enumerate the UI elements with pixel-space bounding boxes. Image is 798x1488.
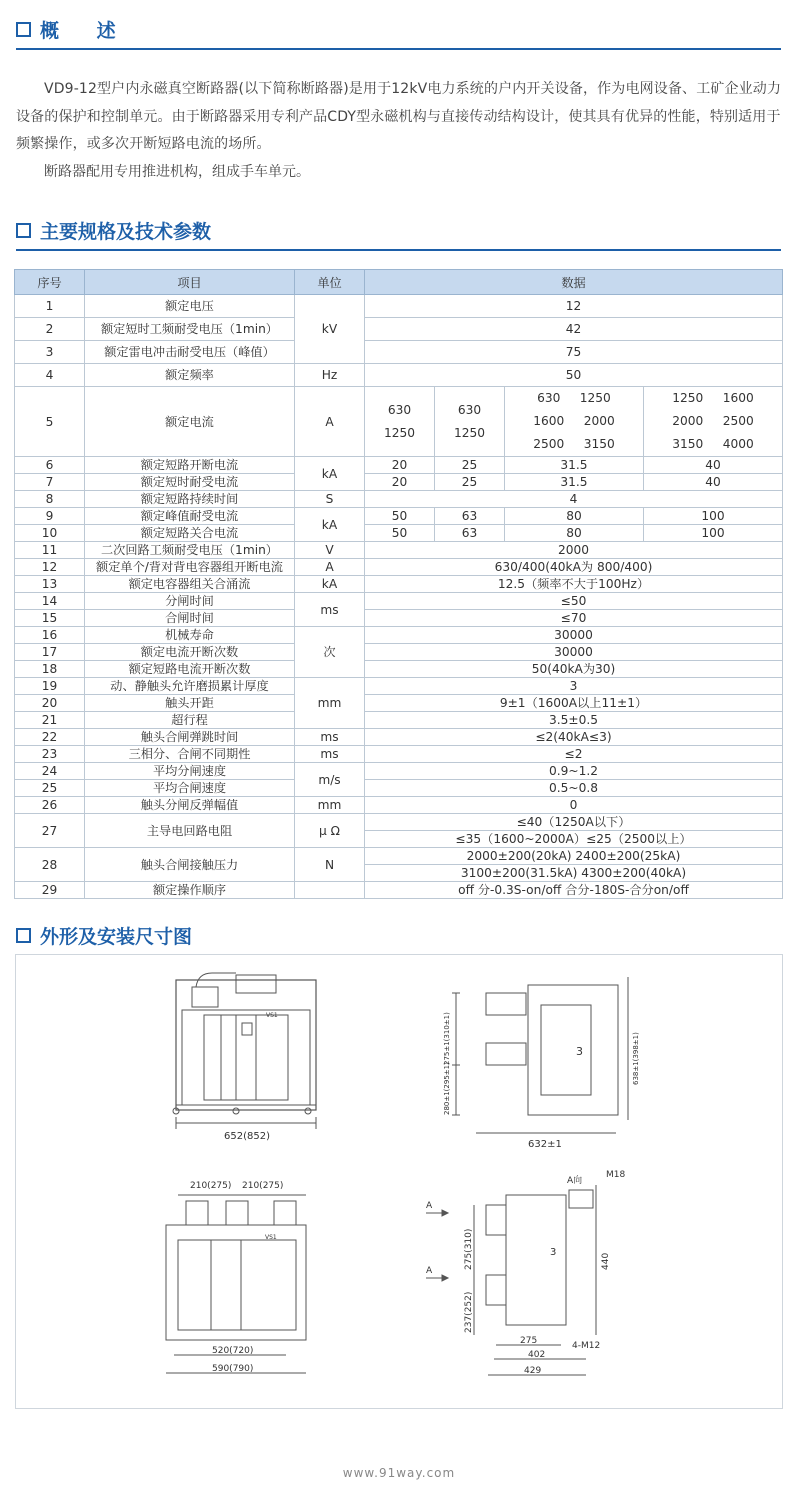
spec-table: [14, 269, 783, 899]
bottom-w2-label: 590(790): [212, 1364, 254, 1374]
front-view-lower-drawing: [166, 1181, 306, 1374]
section-divider: [16, 249, 781, 251]
table-row: 1 额定电压 kV 12: [15, 295, 783, 318]
dimension-drawing-panel: [15, 954, 783, 1409]
r-h2-label: 237(252): [464, 1291, 474, 1333]
r-h1-label: 275(310): [464, 1228, 474, 1270]
table-row: 9 额定峰值耐受电流 kA 50 63 80 100: [15, 508, 783, 525]
r-holes-label: 4-M12: [572, 1341, 601, 1351]
table-row: 10 额定短路关合电流 50 63 80 100: [15, 525, 783, 542]
table-row: 12 额定单个/背对背电容器组开断电流 A 630/400(40kA为 800/400): [15, 559, 783, 576]
section-divider: [16, 48, 781, 50]
table-row: 23 三相分、合闸不同期性 ms ≤2: [15, 746, 783, 763]
table-row: 4 额定频率 Hz 50: [15, 364, 783, 387]
table-row: 22 触头合闸弹跳时间 ms ≤2(40kA≤3): [15, 729, 783, 746]
section-title-dimensions: 外形及安装尺寸图: [16, 920, 192, 950]
side-view-lower-drawing: [426, 1170, 625, 1376]
table-row: 24 平均分闸速度 m/s 0.9~1.2: [15, 763, 783, 780]
side-h1-label: 275±1(310±1): [443, 1012, 451, 1065]
front-view-drawing: [173, 973, 316, 1142]
side-view-drawing: [443, 977, 640, 1150]
table-row: 7 额定短时耐受电流 20 25 31.5 40: [15, 474, 783, 491]
r-h3-label: 440: [601, 1252, 611, 1270]
table-row: 16 机械寿命 次 30000: [15, 627, 783, 644]
table-row: 3100±200(31.5kA) 4300±200(40kA): [15, 865, 783, 882]
table-row: 18 额定短路电流开断次数 50(40kA为30): [15, 661, 783, 678]
table-row: 28 触头合闸接触压力 N 2000±200(20kA) 2400±200(25kA): [15, 848, 783, 865]
square-bullet-icon: [16, 928, 31, 943]
table-row: 20 触头开距 9±1（1600A以上11±1）: [15, 695, 783, 712]
table-row: 29 额定操作顺序 off 分-0.3S-on/off 合分-180S-合分on/off: [15, 882, 783, 899]
side-h3-label: 638±1(398±1): [632, 1032, 640, 1085]
panel-label: VS1: [265, 1234, 277, 1241]
table-row: 2 额定短时工频耐受电压（1min） 42: [15, 318, 783, 341]
view-a-label: A向: [567, 1176, 583, 1186]
side-mark-label: 3: [576, 1045, 583, 1058]
table-row: 3 额定雷电冲击耐受电压（峰值） 75: [15, 341, 783, 364]
table-row: ≤35（1600~2000A）≤25（2500以上）: [15, 831, 783, 848]
bottom-w1-label: 520(720): [212, 1346, 254, 1356]
table-row: 25 平均合闸速度 0.5~0.8: [15, 780, 783, 797]
r-w3-label: 429: [524, 1366, 542, 1376]
side-h2-label: 280±1(295±1): [443, 1062, 451, 1115]
table-row: 11 二次回路工频耐受电压（1min） V 2000: [15, 542, 783, 559]
table-row: 27 主导电回路电阻 μ Ω ≤40（1250A以下）: [15, 814, 783, 831]
arrow-a1-label: A: [426, 1201, 433, 1211]
square-bullet-icon: [16, 223, 31, 238]
table-row: 19 动、静触头允许磨损累计厚度 mm 3: [15, 678, 783, 695]
section-title-specs: 主要规格及技术参数: [16, 215, 211, 245]
table-header-row: 序号 项目 单位 数据: [15, 270, 783, 295]
top-pitch2-label: 210(275): [242, 1181, 284, 1191]
overview-text: VD9-12型户内永磁真空断路器(以下简称断路器)是用于12kV电力系统的户内开关设备，作为电网设备、工矿企业动力设备的保护和控制单元。由于断路器采用专利产品CDY型永磁机构与直接传动结构设计，使其具有优异的性能，特别适用于频繁操作，或多次开断短路电流的场所。 断路器配用专用推进机构，组成手车单元。: [16, 81, 782, 180]
table-row: 21 超行程 3.5±0.5: [15, 712, 783, 729]
r-mark-label: 3: [550, 1247, 557, 1258]
table-row: 14 分闸时间 ms ≤50: [15, 593, 783, 610]
table-row: 8 额定短路持续时间 S 4: [15, 491, 783, 508]
side-width-label: 632±1: [528, 1139, 562, 1150]
table-row: 5 额定电流 A 630 1250 630 1250 630 1250 1600 2000 2500 3150 1250 1600 2000 2500 3150 4000: [15, 387, 783, 457]
bolt-label: M18: [606, 1170, 626, 1180]
table-row: 26 触头分闸反弹幅值 mm 0: [15, 797, 783, 814]
table-row: 6 额定短路开断电流 kA 20 25 31.5 40: [15, 457, 783, 474]
watermark: www.91way.com: [342, 1466, 456, 1480]
table-row: 13 额定电容器组关合涌流 kA 12.5（频率不大于100Hz）: [15, 576, 783, 593]
r-w2-label: 402: [528, 1350, 546, 1360]
table-row: 17 额定电流开断次数 30000: [15, 644, 783, 661]
dimension-drawings: [16, 955, 782, 1408]
square-bullet-icon: [16, 22, 31, 37]
front-width-label: 652(852): [224, 1131, 270, 1142]
panel-label: VS1: [266, 1012, 278, 1019]
arrow-a2-label: A: [426, 1266, 433, 1276]
section-title-overview: 概 述: [16, 14, 120, 44]
table-row: 15 合闸时间 ≤70: [15, 610, 783, 627]
top-pitch1-label: 210(275): [190, 1181, 232, 1191]
r-w1-label: 275: [520, 1336, 538, 1346]
